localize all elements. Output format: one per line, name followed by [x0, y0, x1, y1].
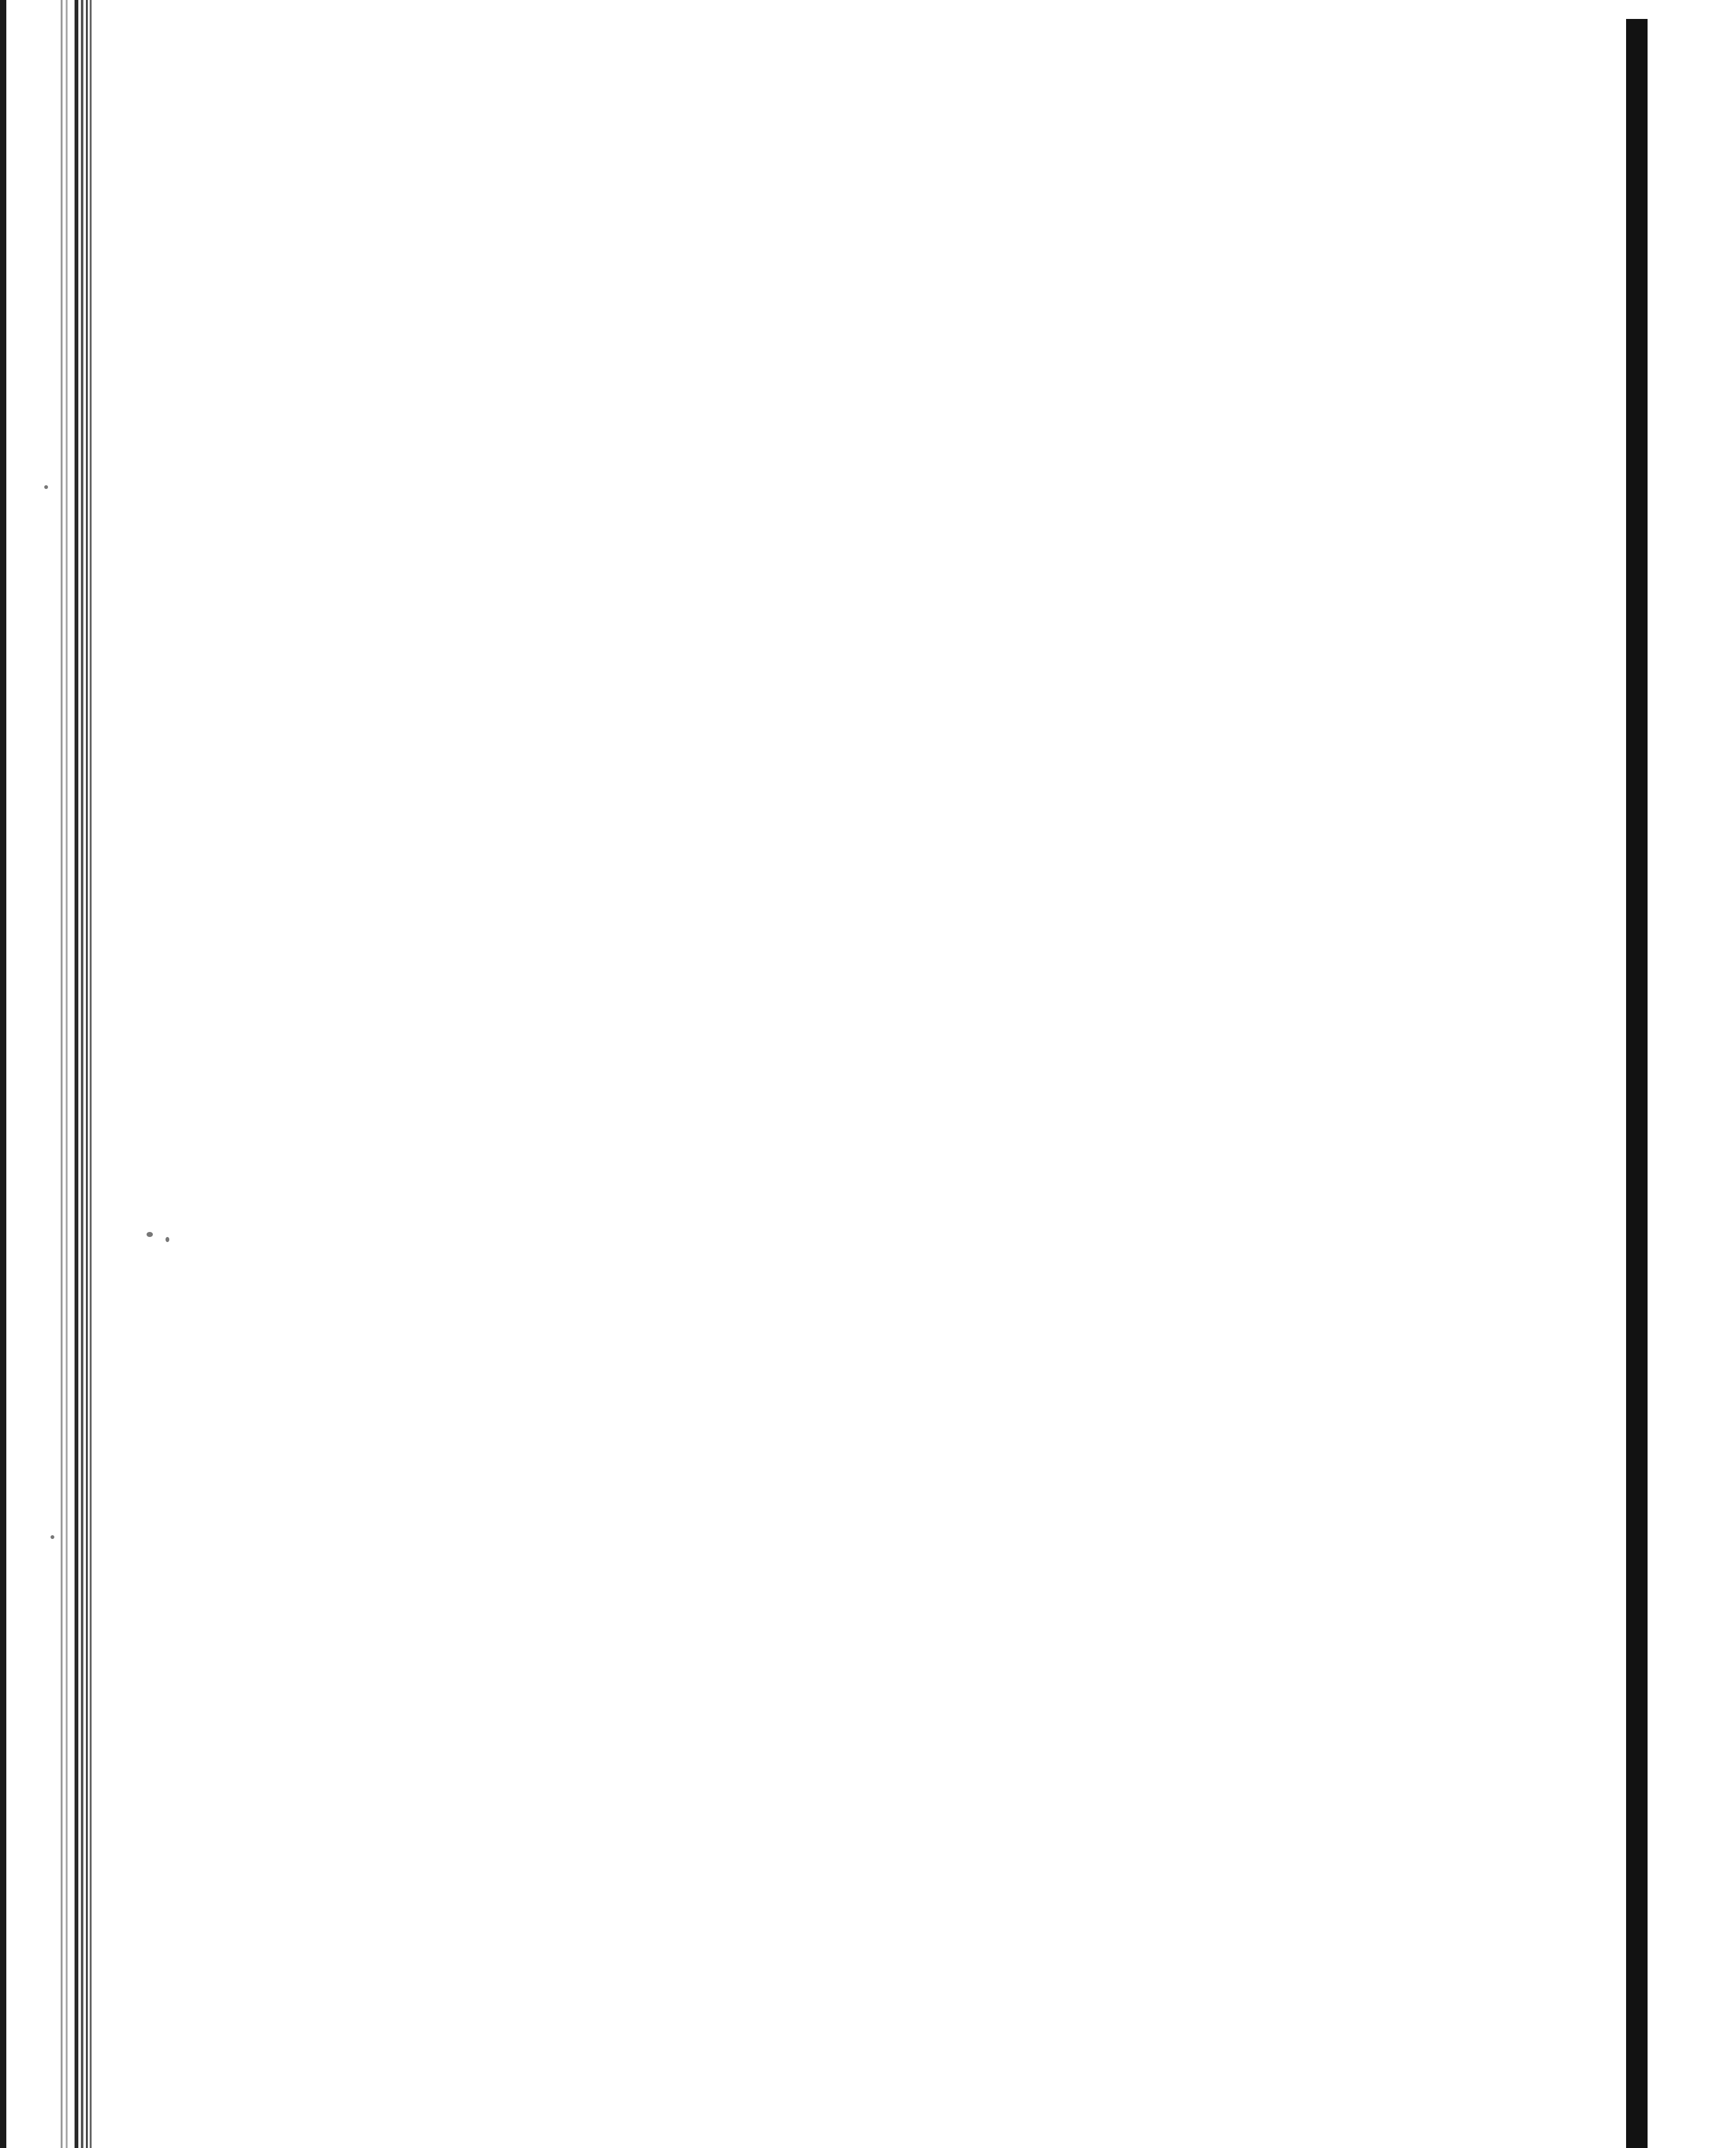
left-column: [373, 187, 922, 203]
right-column: [986, 197, 1589, 220]
book-gutter: [1626, 19, 1648, 2148]
facing-page: [1648, 0, 1736, 2148]
page-edge-strips: [0, 0, 95, 2148]
